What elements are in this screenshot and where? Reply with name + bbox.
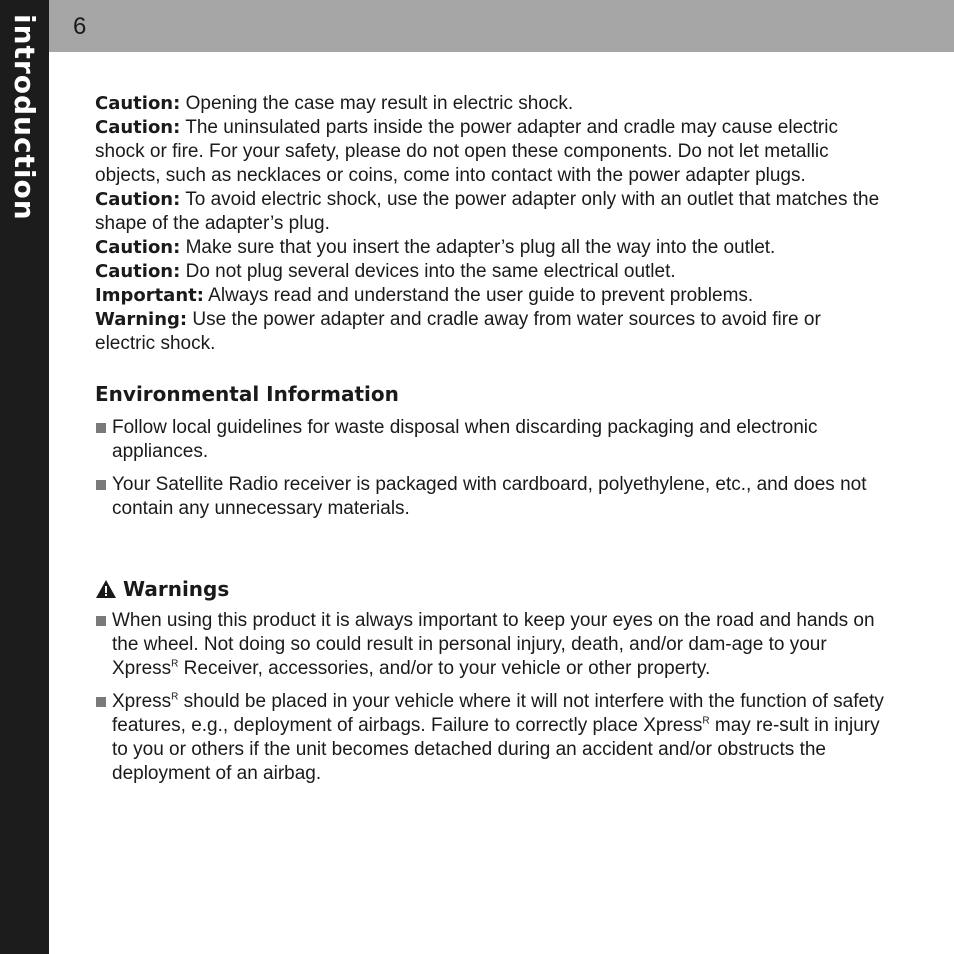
environmental-heading: Environmental Information	[95, 382, 399, 406]
page-content	[95, 92, 885, 795]
registered-mark: R	[171, 658, 179, 670]
notice-important-user-guide	[95, 284, 885, 308]
list-item	[95, 690, 885, 786]
warning-triangle-icon	[95, 579, 117, 599]
notice-label: Important:	[95, 285, 204, 306]
notice-text: Always read and understand the user guide to prevent problems.	[203, 285, 754, 306]
notice-caution-outlet-shape	[95, 188, 885, 236]
notice-text: Use the power adapter and cradle away from water sources to avoid fire or electric shock.	[95, 309, 821, 354]
notice-label: Caution:	[95, 237, 181, 258]
list-item-text: Xpress	[112, 691, 172, 712]
list-item	[95, 473, 885, 521]
section-side-tab	[0, 0, 49, 954]
notice-label: Caution:	[95, 261, 181, 282]
square-bullet-icon	[96, 697, 106, 707]
registered-mark: R	[171, 691, 179, 703]
environmental-list	[95, 416, 885, 521]
notice-label: Caution:	[95, 93, 181, 114]
list-item-text: Receiver, accessories, and/or to your vehicle or other property.	[178, 658, 711, 679]
list-item	[95, 609, 885, 681]
notice-text: The uninsulated parts inside the power adapter and cradle may cause electric shock or fire. For your safety, please do not open these components. Do not let metallic objects, such as necklaces or coins, come into contact with the power adapter plugs.	[95, 117, 838, 186]
warnings-list	[95, 609, 885, 786]
list-item-text: When using this product it is always important to keep your eyes on the road and hands on the wheel. Not doing so could result in personal injury, death, and/or dam-age to your Xpress	[112, 610, 875, 679]
warnings-heading-text: Warnings	[123, 577, 230, 601]
notice-label: Warning:	[95, 309, 188, 330]
list-item-text: Follow local guidelines for waste disposal when discarding packaging and electronic appliances.	[112, 417, 818, 462]
notice-text: Do not plug several devices into the same electrical outlet.	[180, 261, 676, 282]
notice-caution-uninsulated	[95, 116, 885, 188]
notice-warning-water	[95, 308, 885, 356]
square-bullet-icon	[96, 480, 106, 490]
warnings-heading	[95, 577, 885, 601]
list-item-text: may re-sult in injury to you or others if the unit becomes detached during an accident and/or obstructs the deployment of an airbag.	[112, 715, 880, 784]
registered-mark: R	[702, 715, 710, 727]
notice-caution-case	[95, 92, 885, 116]
safety-notices	[95, 92, 885, 356]
page-number: 6	[73, 13, 87, 40]
page-header-bar	[49, 0, 954, 52]
notice-text: Make sure that you insert the adapter’s plug all the way into the outlet.	[180, 237, 776, 258]
section-title-vertical: introduction	[8, 14, 41, 221]
list-item-text: should be placed in your vehicle where it will not interfere with the function of safety features, e.g., deployment of airbags. Failure to correctly place Xpress	[112, 691, 884, 736]
notice-caution-insert-plug	[95, 236, 885, 260]
notice-text: Opening the case may result in electric shock.	[180, 93, 574, 114]
notice-caution-several-devices	[95, 260, 885, 284]
notice-text: To avoid electric shock, use the power adapter only with an outlet that matches the shape of the adapter’s plug.	[95, 189, 880, 234]
notice-label: Caution:	[95, 117, 181, 138]
list-item-text: Your Satellite Radio receiver is packaged with cardboard, polyethylene, etc., and does not contain any unnecessary materials.	[112, 474, 867, 519]
square-bullet-icon	[96, 616, 106, 626]
square-bullet-icon	[96, 423, 106, 433]
list-item	[95, 416, 885, 464]
notice-label: Caution:	[95, 189, 181, 210]
